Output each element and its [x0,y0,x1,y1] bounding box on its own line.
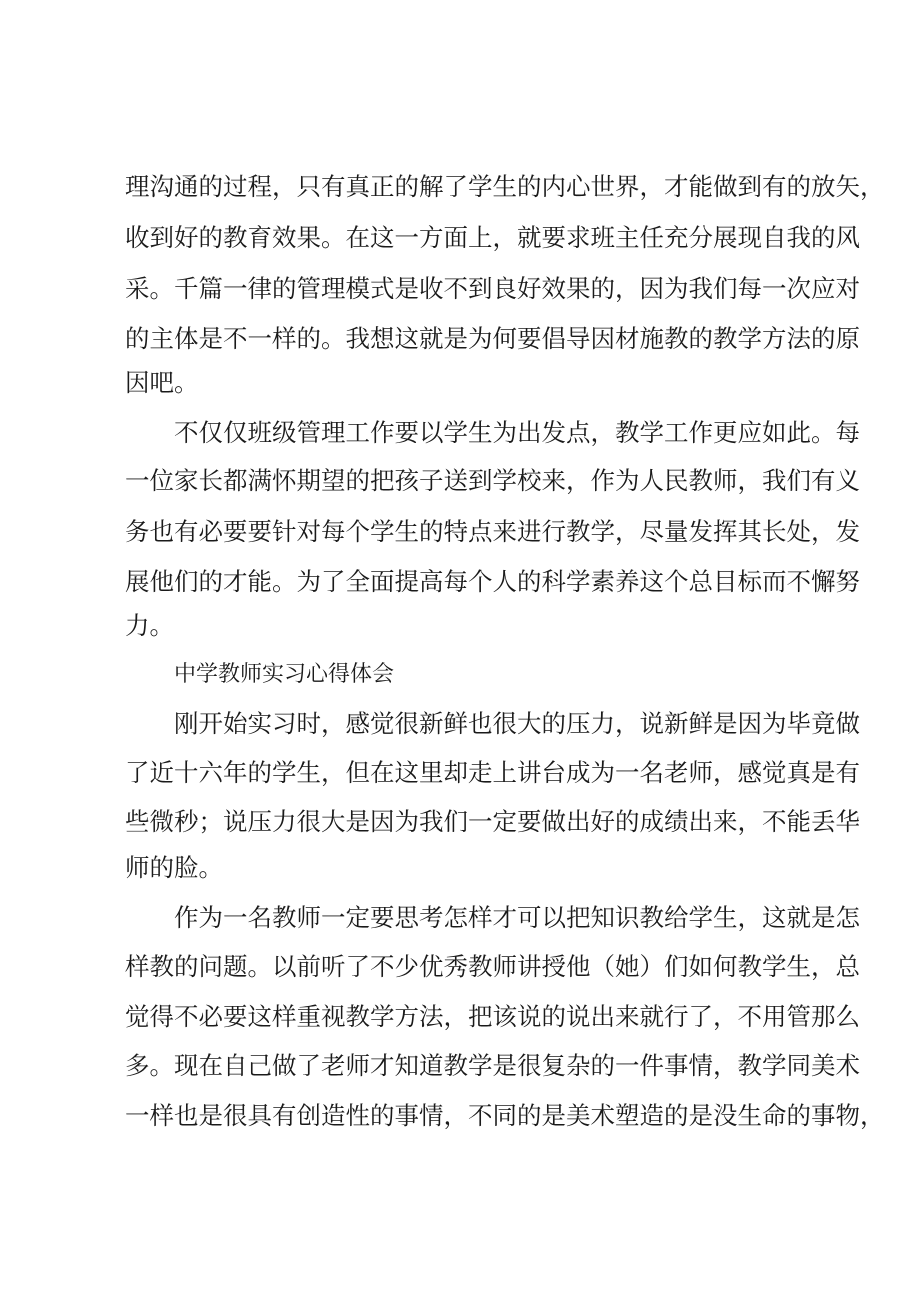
paragraph-2-line-5: 力。 [125,611,174,640]
paragraph-3-line-3: 些微秒；说压力很大是因为我们一定要做出好的成绩出来，不能丢华 [125,807,860,836]
paragraph-4-line-2: 样教的问题。以前听了不少优秀教师讲授他（她）们如何教学生，总 [125,952,860,981]
section-heading: 中学教师实习心得体会 [174,662,395,687]
paragraph-1-line-1: 理沟通的过程，只有真正的解了学生的内心世界，才能做到有的放矢， [125,172,885,201]
paragraph-4-line-4: 多。现在自己做了老师才知道教学是很复杂的一件事情，教学同美术 [125,1051,860,1080]
paragraph-4-line-1: 作为一名教师一定要思考怎样才可以把知识教给学生，这就是怎 [174,903,860,932]
paragraph-2-line-4: 展他们的才能。为了全面提高每个人的科学素养这个总目标而不懈努 [125,567,860,596]
paragraph-1-line-3: 采。千篇一律的管理模式是收不到良好效果的，因为我们每一次应对 [125,274,860,303]
paragraph-2-line-2: 一位家长都满怀期望的把孩子送到学校来，作为人民教师，我们有义 [125,466,860,495]
paragraph-1-line-5: 因吧。 [125,368,199,397]
paragraph-4-line-3: 觉得不必要这样重视教学方法，把该说的说出来就行了，不用管那么 [125,1002,860,1031]
paragraph-3-line-4: 师的脸。 [125,853,223,882]
paragraph-2-line-1: 不仅仅班级管理工作要以学生为出发点，教学工作更应如此。每 [174,418,860,447]
paragraph-3-line-1: 刚开始实习时，感觉很新鲜也很大的压力，说新鲜是因为毕竟做 [174,709,860,738]
paragraph-2-line-3: 务也有必要要针对每个学生的特点来进行教学，尽量发挥其长处，发 [125,517,860,546]
paragraph-4-line-5: 一样也是很具有创造性的事情，不同的是美术塑造的是没生命的事物， [125,1101,885,1130]
paragraph-3-line-2: 了近十六年的学生，但在这里却走上讲台成为一名老师，感觉真是有 [125,758,860,787]
paragraph-1-line-4: 的主体是不一样的。我想这就是为何要倡导因材施教的教学方法的原 [125,324,860,353]
paragraph-1-line-2: 收到好的教育效果。在这一方面上，就要求班主任充分展现自我的风 [125,223,860,252]
